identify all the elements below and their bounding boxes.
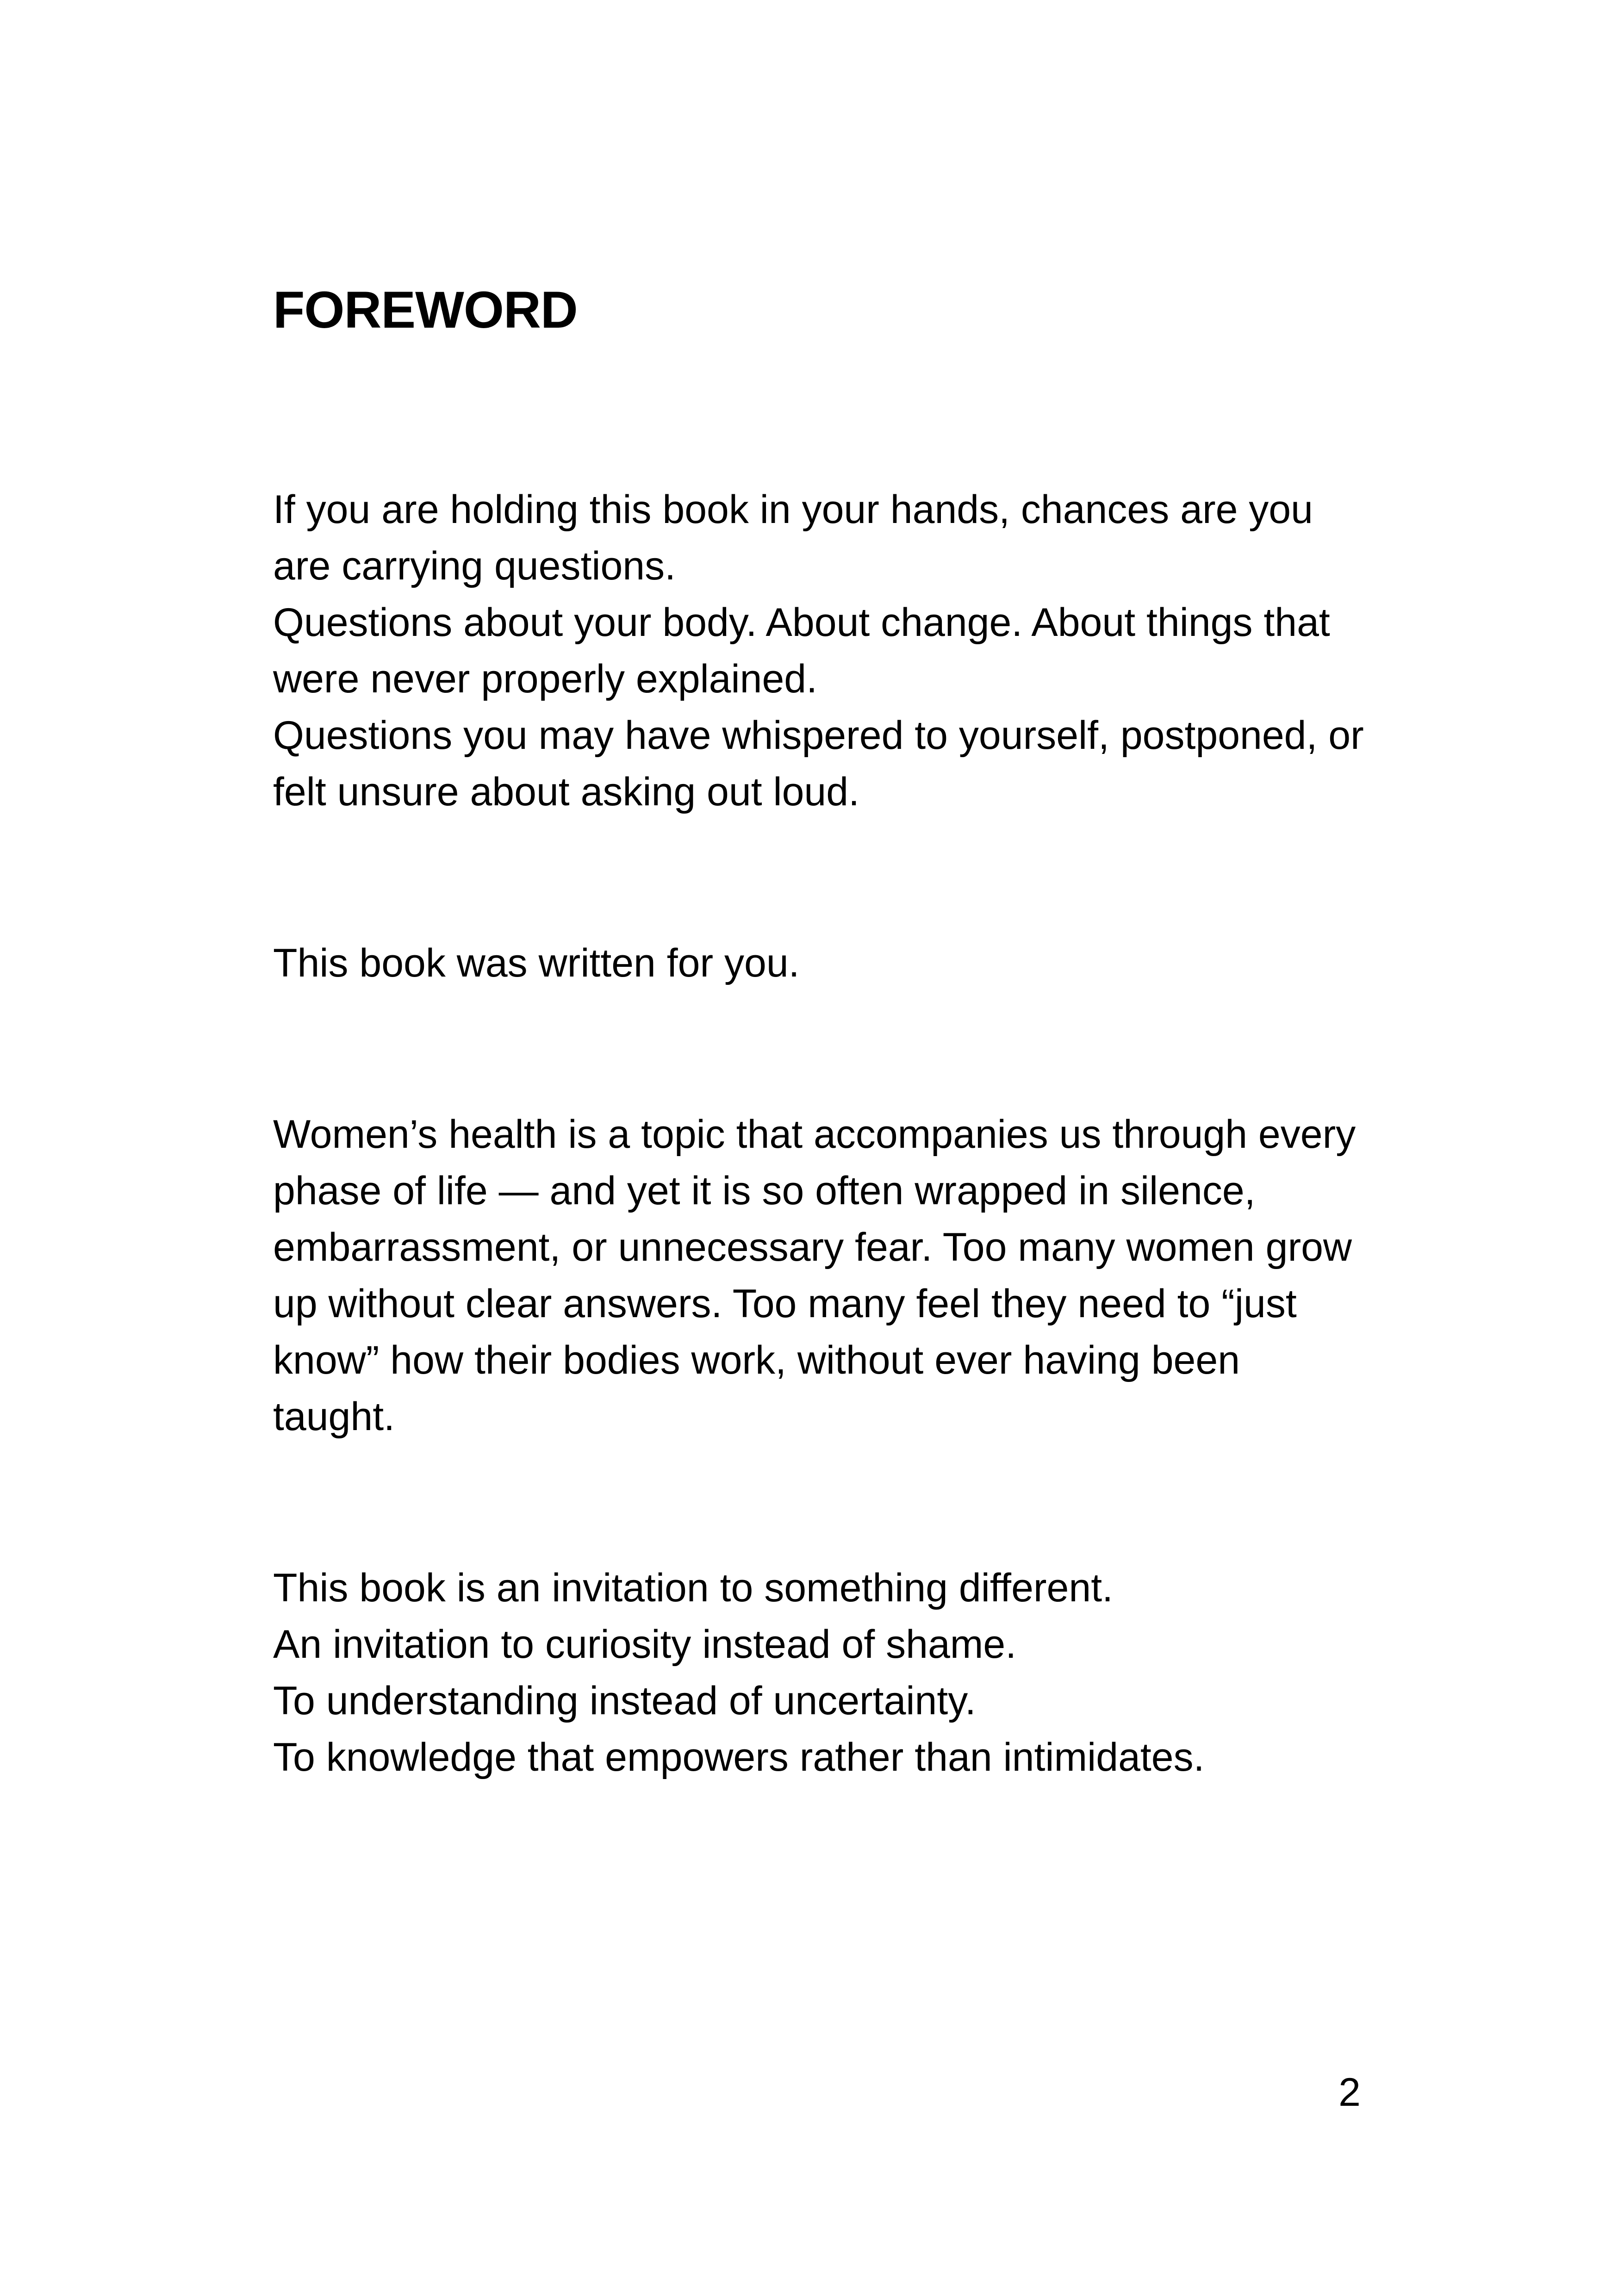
text-line: To understanding instead of uncertainty. xyxy=(273,1679,976,1723)
page-heading: FOREWORD xyxy=(273,281,578,339)
text-line: Women’s health is a topic that accompanies us through every xyxy=(273,1112,1356,1157)
text-line: This book was written for you. xyxy=(273,941,800,985)
text-line: know” how their bodies work, without ever having been xyxy=(273,1338,1240,1382)
text-line: phase of life — and yet it is so often wrapped in silence, xyxy=(273,1169,1256,1213)
text-line: Questions you may have whispered to yourself, postponed, or xyxy=(273,713,1364,758)
page-number: 2 xyxy=(1338,2070,1361,2115)
paragraph-invitation xyxy=(273,1560,1365,1786)
text-line: are carrying questions. xyxy=(273,544,676,588)
paragraph-written-for-you xyxy=(273,935,1365,991)
text-line: Questions about your body. About change. About things that xyxy=(273,600,1330,645)
text-line: This book is an invitation to something different. xyxy=(273,1566,1113,1610)
text-line: were never properly explained. xyxy=(273,657,817,701)
text-line: If you are holding this book in your hands, chances are you xyxy=(273,487,1313,532)
paragraph-womens-health xyxy=(273,1106,1365,1445)
paragraph-intro-questions xyxy=(273,481,1365,820)
text-line: taught. xyxy=(273,1394,395,1439)
text-line: felt unsure about asking out loud. xyxy=(273,770,859,814)
text-line: To knowledge that empowers rather than intimidates. xyxy=(273,1735,1205,1780)
text-line: embarrassment, or unnecessary fear. Too many women grow xyxy=(273,1225,1352,1269)
text-line: up without clear answers. Too many feel they need to “just xyxy=(273,1282,1297,1326)
text-line: An invitation to curiosity instead of shame. xyxy=(273,1622,1017,1667)
